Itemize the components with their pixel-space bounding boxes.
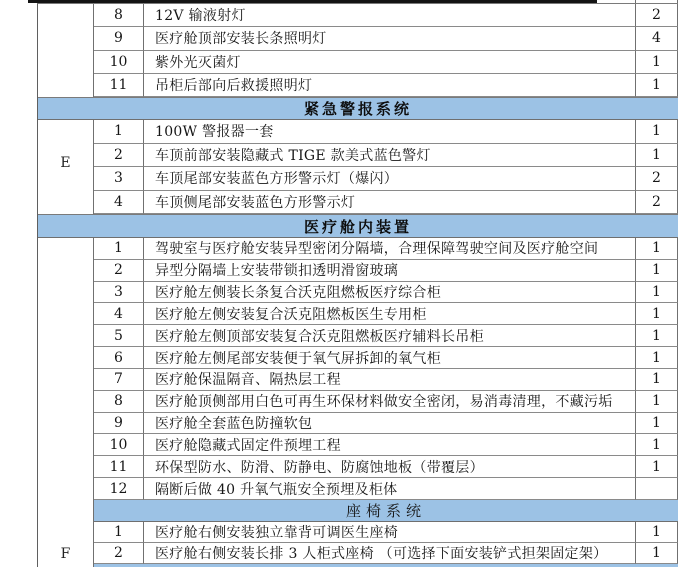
item-description-cell: 车顶尾部安装蓝色方形警示灯（爆闪） [144, 167, 636, 191]
group-letter-f: F [60, 546, 71, 562]
group-letter-cell [38, 303, 94, 325]
item-number-cell: 8 [94, 391, 144, 413]
item-number-cell: 6 [94, 347, 144, 369]
section-header-row [38, 214, 678, 238]
item-number-cell: 2 [94, 144, 144, 168]
item-description-cell: 医疗舱左侧安装复合沃克阻燃板医生专用柜 [144, 303, 636, 325]
table-row [38, 434, 678, 456]
table-row [38, 391, 678, 413]
item-quantity-cell: 1 [636, 456, 678, 478]
item-description-cell: 车顶侧尾部安装蓝色方形警示灯 [144, 191, 636, 215]
item-number-cell: 9 [94, 413, 144, 435]
item-description-cell: 异型分隔墙上安装带锁扣透明滑窗玻璃 [144, 260, 636, 282]
item-number-cell: 3 [94, 167, 144, 191]
item-description-cell: 紫外光灭菌灯 [144, 51, 636, 74]
item-description-cell: 医疗舱左侧顶部安装复合沃克阻燃板医疗辅料长吊柜 [144, 325, 636, 347]
item-number-cell: 7 [94, 369, 144, 391]
table-row [38, 191, 678, 215]
table-row [38, 543, 678, 564]
item-quantity-cell: 1 [636, 74, 678, 97]
item-quantity-cell [636, 478, 678, 500]
item-number-cell: 4 [94, 191, 144, 215]
item-number-cell: 8 [94, 4, 144, 27]
item-number-cell: 11 [94, 74, 144, 97]
item-description-cell: 医疗舱保温隔音、隔热层工程 [144, 369, 636, 391]
group-letter-cell [38, 260, 94, 282]
group-letter-cell [38, 74, 94, 97]
group-letter-cell [38, 282, 94, 304]
item-number-cell: 4 [94, 303, 144, 325]
group-letter-e: E [60, 155, 71, 171]
item-quantity-cell: 1 [636, 51, 678, 74]
item-quantity-cell: 1 [636, 144, 678, 168]
item-quantity-cell: 2 [636, 167, 678, 191]
group-letter-cell [38, 238, 94, 260]
item-quantity-cell: 1 [636, 522, 678, 543]
group-letter-cell [38, 369, 94, 391]
table-row [38, 522, 678, 543]
item-number-cell: 1 [94, 120, 144, 144]
item-quantity-cell: 1 [636, 260, 678, 282]
item-quantity-cell: 1 [636, 543, 678, 564]
item-number-cell: 12 [94, 478, 144, 500]
item-number-cell: 11 [94, 456, 144, 478]
item-description-cell: 吊柜后部向后救援照明灯 [144, 74, 636, 97]
table-row [38, 238, 678, 260]
table-row [38, 456, 678, 478]
item-quantity-cell: 1 [636, 434, 678, 456]
item-quantity-cell: 1 [636, 347, 678, 369]
item-quantity-cell: 1 [636, 369, 678, 391]
table-row [38, 4, 678, 27]
item-description-cell: 100W 警报器一套 [144, 120, 636, 144]
item-number-cell: 3 [94, 282, 144, 304]
section-header-row [38, 97, 678, 120]
item-number-cell: 9 [94, 27, 144, 50]
group-letter-cell [38, 413, 94, 435]
item-number-cell: 5 [94, 325, 144, 347]
group-letter-cell [38, 391, 94, 413]
item-description-cell: 医疗舱隐藏式固定件预埋工程 [144, 434, 636, 456]
table-row [38, 478, 678, 500]
item-description-cell: 医疗舱顶部安装长条照明灯 [144, 27, 636, 50]
group-letter-cell [38, 325, 94, 347]
item-description-cell: 医疗舱全套蓝色防撞软包 [144, 413, 636, 435]
item-quantity-cell: 2 [636, 4, 678, 27]
item-description-cell: 医疗舱左侧装长条复合沃克阻燃板医疗综合柜 [144, 282, 636, 304]
group-letter-cell [38, 191, 94, 215]
item-description-cell: 医疗舱右侧安装独立靠背可调医生座椅 [144, 522, 636, 543]
item-number-cell: 10 [94, 51, 144, 74]
spec-table [37, 3, 678, 567]
item-description-cell: 隔断后做 40 升氧气瓶安全预埋及柜体 [144, 478, 636, 500]
item-description-cell: 12V 输液射灯 [144, 4, 636, 27]
item-description-cell: 医疗舱顶侧部用白色可再生环保材料做安全密闭，易消毒清理，不藏污垢 [144, 391, 636, 413]
item-quantity-cell: 1 [636, 120, 678, 144]
item-quantity-cell: 1 [636, 325, 678, 347]
group-letter-cell [38, 347, 94, 369]
table-row [38, 369, 678, 391]
group-letter-cell [38, 27, 94, 50]
section-header-band: 紧急警报系统 [38, 97, 678, 120]
item-quantity-cell: 1 [636, 391, 678, 413]
item-number-cell: 1 [94, 522, 144, 543]
table-row [38, 303, 678, 325]
item-number-cell: 2 [94, 543, 144, 564]
table-row [38, 120, 678, 144]
table-row [38, 27, 678, 50]
table-row [38, 347, 678, 369]
item-description-cell: 医疗舱右侧安装长排 3 人柜式座椅 （可选择下面安装铲式担架固定架） [144, 543, 636, 564]
group-letter-cell [38, 120, 94, 144]
group-letter-cell [38, 522, 94, 543]
group-letter-cell [38, 51, 94, 74]
table-row [38, 282, 678, 304]
item-number-cell: 1 [94, 238, 144, 260]
group-letter-cell [38, 434, 94, 456]
item-description-cell: 医疗舱左侧尾部安装便于氧气屏拆卸的氧气柜 [144, 347, 636, 369]
item-quantity-cell: 1 [636, 303, 678, 325]
item-quantity-cell: 4 [636, 27, 678, 50]
item-number-cell: 2 [94, 260, 144, 282]
table-row [38, 74, 678, 97]
table-row [38, 260, 678, 282]
table-row [38, 167, 678, 191]
item-description-cell: 环保型防水、防滑、防静电、防腐蚀地板（带覆层） [144, 456, 636, 478]
group-letter-cell [38, 456, 94, 478]
table-row [38, 51, 678, 74]
item-quantity-cell: 1 [636, 413, 678, 435]
group-letter-cell [38, 500, 94, 522]
item-quantity-cell: 1 [636, 238, 678, 260]
table-row [38, 325, 678, 347]
group-letter-cell [38, 478, 94, 500]
section-header-band: 医疗舱内装置 [38, 214, 678, 238]
item-quantity-cell: 1 [636, 282, 678, 304]
item-description-cell: 驾驶室与医疗舱安装异型密闭分隔墙，合理保障驾驶空间及医疗舱空间 [144, 238, 636, 260]
item-number-cell: 10 [94, 434, 144, 456]
item-description-cell: 车顶前部安装隐藏式 TIGE 款美式蓝色警灯 [144, 144, 636, 168]
group-letter-cell [38, 4, 94, 27]
section-header-row [38, 500, 678, 522]
table-row [38, 144, 678, 168]
table-row [38, 413, 678, 435]
section-header-band: 座椅系统 [94, 500, 678, 522]
item-quantity-cell: 2 [636, 191, 678, 215]
